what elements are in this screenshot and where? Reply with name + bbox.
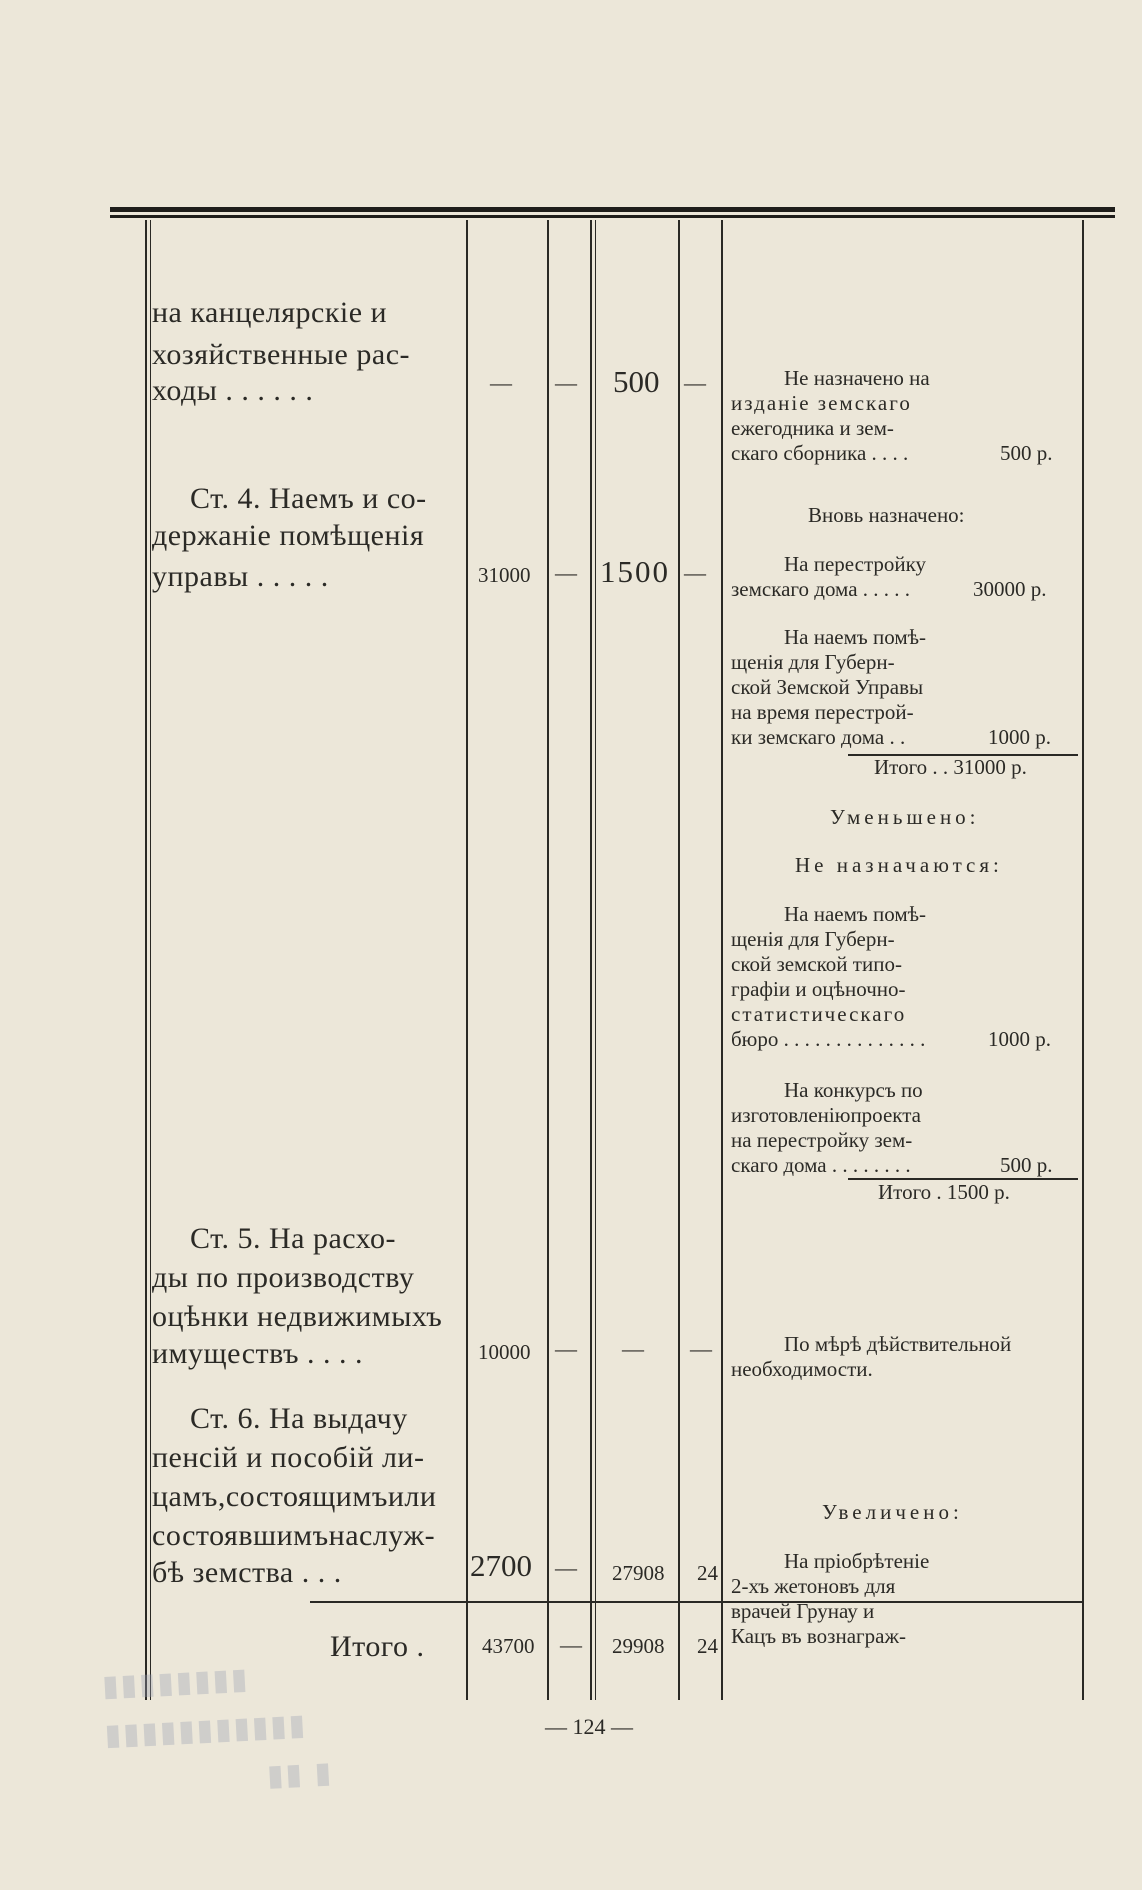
table-top-rule (110, 207, 1115, 212)
total-col1: 43700 (482, 1634, 535, 1658)
note-line: Не назначено на (784, 366, 930, 390)
column-line (150, 220, 151, 1700)
note-line: На конкурсъ по (784, 1078, 923, 1102)
row3-col2: — (555, 370, 577, 395)
note-line: На перестройку (784, 552, 927, 576)
item6-line: бѣ земства . . . (152, 1556, 342, 1589)
note-amount: 1000 р. (988, 725, 1051, 749)
column-line (590, 220, 592, 1700)
row5-col1: 10000 (478, 1340, 531, 1364)
note-line: графіи и оцѣночно- (731, 977, 906, 1001)
item5-line: ды по производству (152, 1261, 415, 1294)
section-heading: Не назначаются: (795, 853, 1003, 877)
note-amount: 500 р. (1000, 1153, 1053, 1177)
column-line (721, 220, 723, 1700)
section-heading: Вновь назначено: (808, 503, 965, 527)
note-line: По мѣрѣ дѣйствительной (784, 1332, 1012, 1356)
note-line: скаго сборника . . . . (731, 441, 909, 465)
note-amount: 30000 р. (973, 577, 1047, 601)
row6-col3: 27908 (612, 1561, 665, 1585)
note-line: ки земскаго дома . . (731, 725, 906, 749)
total-rule (310, 1601, 1082, 1603)
note-line: На наемъ помѣ- (784, 902, 927, 926)
row3-col3: 500 (613, 364, 660, 399)
row4-col1: 31000 (478, 563, 531, 587)
note-line: На пріобрѣтеніе (784, 1549, 930, 1573)
column-line (595, 220, 596, 1700)
section-heading: Уменьшено: (830, 805, 980, 829)
item4-line: держаніе помѣщенія (152, 519, 425, 552)
column-line (1082, 220, 1084, 1700)
table-top-rule-thin (110, 215, 1115, 218)
column-line (466, 220, 468, 1700)
page-number: — 124 — (545, 1714, 633, 1739)
row6-col2: — (555, 1555, 577, 1580)
row5-col4: — (690, 1336, 712, 1361)
row4-col2: — (555, 560, 577, 585)
note-line: бюро . . . . . . . . . . . . . . (731, 1027, 926, 1051)
note-line: на перестройку зем- (731, 1128, 913, 1152)
note-line: 2-хъ жетоновъ для (731, 1574, 896, 1598)
note-line: на время перестрой- (731, 700, 914, 724)
section-heading: Увеличено: (822, 1500, 963, 1524)
row6-col4: 24 (697, 1561, 718, 1585)
note-line: изданіе земскаго (731, 391, 912, 415)
item3-line: на канцелярскіе и (152, 296, 388, 329)
item3-line: хозяйственные рас- (152, 338, 410, 371)
item5-line: имуществъ . . . . (152, 1337, 364, 1370)
note-line: земскаго дома . . . . . (731, 577, 911, 601)
row5-col2: — (555, 1336, 577, 1361)
item6-line: цамъ,состоящимъили (152, 1480, 437, 1513)
row4-col3: 1500 (600, 554, 670, 589)
library-stamp-icon: ▮▮▮▮▮▮▮▮ ▮▮▮▮▮▮▮▮▮▮▮ ▮▮ ▮ (101, 1662, 335, 1791)
item6-line: состоявшимънаслуж- (152, 1519, 436, 1552)
total-col2: — (560, 1632, 582, 1657)
note-line: ежегодника и зем- (731, 416, 894, 440)
subtotal: Итого . . 31000 р. (874, 755, 1027, 779)
item3-line: ходы . . . . . . (152, 374, 314, 407)
row4-col4: — (684, 560, 706, 585)
column-line (547, 220, 549, 1700)
item5-line: оцѣнки недвижимыхъ (152, 1300, 443, 1333)
note-line: щенія для Губерн- (731, 650, 895, 674)
row3-col4: — (684, 370, 706, 395)
note-line: статистическаго (731, 1002, 907, 1026)
item6-line: Ст. 6. На выдачу (190, 1402, 408, 1435)
total-col3: 29908 (612, 1634, 665, 1658)
item6-line: пенсій и пособій ли- (152, 1441, 425, 1474)
row5-col3: — (622, 1336, 644, 1361)
note-line: ской Земской Управы (731, 675, 924, 699)
note-line: ской земской типо- (731, 952, 902, 976)
note-line: врачей Грунау и (731, 1599, 875, 1623)
item4-line: управы . . . . . (152, 560, 329, 593)
total-col4: 24 (697, 1634, 718, 1658)
note-line: скаго дома . . . . . . . . (731, 1153, 911, 1177)
note-amount: 500 р. (1000, 441, 1053, 465)
total-label: Итого . (330, 1630, 425, 1663)
subtotal: Итого . 1500 р. (878, 1180, 1010, 1204)
note-line: необходимости. (731, 1357, 873, 1381)
item4-line: Ст. 4. Наемъ и со- (190, 482, 427, 515)
row3-col1: — (490, 370, 512, 395)
row6-col1: 2700 (470, 1548, 532, 1583)
item5-line: Ст. 5. На расхо- (190, 1222, 397, 1255)
note-line: щенія для Губерн- (731, 927, 895, 951)
note-line: изготовленіюпроекта (731, 1103, 921, 1127)
note-line: Кацъ въ вознаграж- (731, 1624, 906, 1648)
note-amount: 1000 р. (988, 1027, 1051, 1051)
note-line: На наемъ помѣ- (784, 625, 927, 649)
column-line (145, 220, 147, 1700)
column-line (678, 220, 680, 1700)
